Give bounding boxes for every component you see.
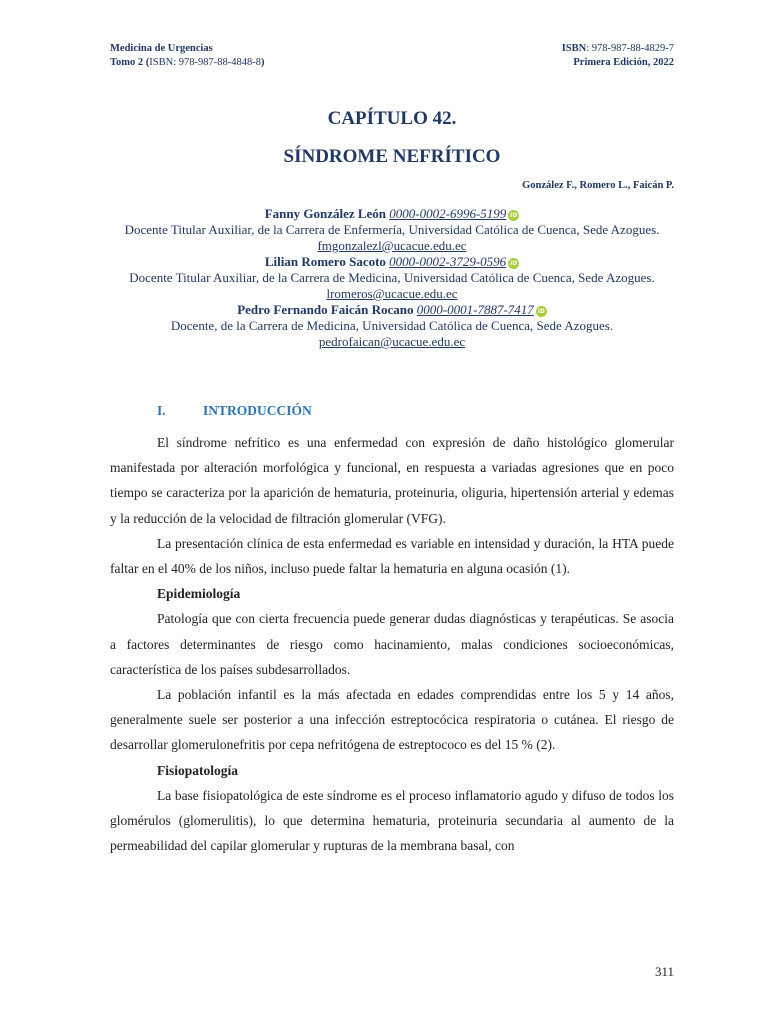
subheading-epidemiologia: Epidemiología: [157, 586, 241, 602]
book-title: Medicina de Urgencias: [110, 43, 213, 54]
section-heading: [157, 403, 312, 419]
paragraph: El síndrome nefrítico es una enfermedad con expresión de daño histológico glomerular manifestada por alteración morfológica y funcional, en respuesta a variadas agresiones que en poco tiempo se caracteriza por la aparición de hematuria, proteinuria, oliguria, hipertensión arterial y edemas y la reducción de la velocidad de filtración glomerular (VFG).: [110, 435, 674, 526]
subheading-fisiopatologia: Fisiopatología: [157, 762, 239, 778]
orcid-link[interactable]: 0000-0002-6996-5199: [389, 206, 507, 221]
author-email[interactable]: pedrofaican@ucacue.edu.ec: [318, 334, 466, 349]
paragraph: La población infantil es la más afectada en edades comprendidas entre los 5 y 14 años, generalmente suele ser posterior a una infección estreptocócica respiratoria o cutánea. El riesgo de desarrollar glomerulonefritis por cepa nefritógena de estreptococo es del 15 % (2).: [110, 687, 674, 753]
section-number: I.: [157, 403, 166, 418]
author-affiliation: Docente Titular Auxiliar, de la Carrera de Enfermería, Universidad Católica de Cuenca, Sede Azogues.: [124, 222, 660, 237]
orcid-icon[interactable]: iD: [537, 308, 545, 315]
orcid-icon[interactable]: iD: [510, 212, 518, 219]
author-name: Fanny González León: [264, 206, 387, 221]
author-2: [110, 254, 674, 302]
volume-info: Tomo 2 (ISBN: 978-987-88-4848-8): [110, 57, 265, 68]
body-text: [110, 430, 674, 858]
short-authors: González F., Romero L., Faicán P.: [522, 180, 674, 191]
author-name: Lilian Romero Sacoto: [264, 254, 386, 269]
paragraph: La base fisiopatológica de este síndrome es el proceso inflamatorio agudo y difuso de todos los glomérulos (glomerulitis), lo que determina hematuria, proteinuria secundaria al aumento de la permeabilidad del capilar glomerular y rupturas de la membrana basal, con: [110, 787, 674, 854]
orcid-link[interactable]: 0000-0002-3729-0596: [389, 254, 507, 269]
running-header-left: [110, 42, 265, 70]
author-1: [110, 206, 674, 254]
section-title: INTRODUCCIÓN: [203, 403, 312, 418]
author-affiliation: Docente Titular Auxiliar, de la Carrera de Medicina, Universidad Católica de Cuenca, Sede Azogues.: [129, 270, 655, 285]
author-affiliation: Docente, de la Carrera de Medicina, Universidad Católica de Cuenca, Sede Azogues.: [170, 318, 614, 333]
author-name: Pedro Fernando Faicán Rocano: [237, 302, 414, 317]
orcid-link[interactable]: 0000-0001-7887-7417: [416, 302, 534, 317]
isbn: ISBN: 978-987-88-4829-7: [561, 43, 674, 54]
author-block: [110, 206, 674, 350]
author-email[interactable]: lromeros@ucacue.edu.ec: [326, 286, 458, 301]
paragraph: Patología que con cierta frecuencia puede generar dudas diagnósticas y terapéuticas. Se asocia a factores determinantes de riesgo como hacinamiento, malas condiciones socioeconómicas, característica de los países subdesarrollados.: [110, 611, 674, 677]
orcid-icon[interactable]: iD: [510, 260, 518, 267]
chapter-subtitle: SÍNDROME NEFRÍTICO: [283, 146, 501, 167]
author-3: [110, 302, 674, 350]
author-email[interactable]: fmgonzalezl@ucacue.edu.ec: [317, 238, 467, 253]
edition: Primera Edición, 2022: [573, 57, 674, 68]
paragraph: La presentación clínica de esta enfermedad es variable en intensidad y duración, la HTA puede faltar en el 40% de los niños, incluso puede faltar la hematuria en alguna ocasión (1).: [110, 535, 674, 577]
page-number: 311: [654, 964, 674, 979]
chapter-title: CAPÍTULO 42.: [327, 108, 457, 129]
running-header-right: [562, 42, 674, 70]
